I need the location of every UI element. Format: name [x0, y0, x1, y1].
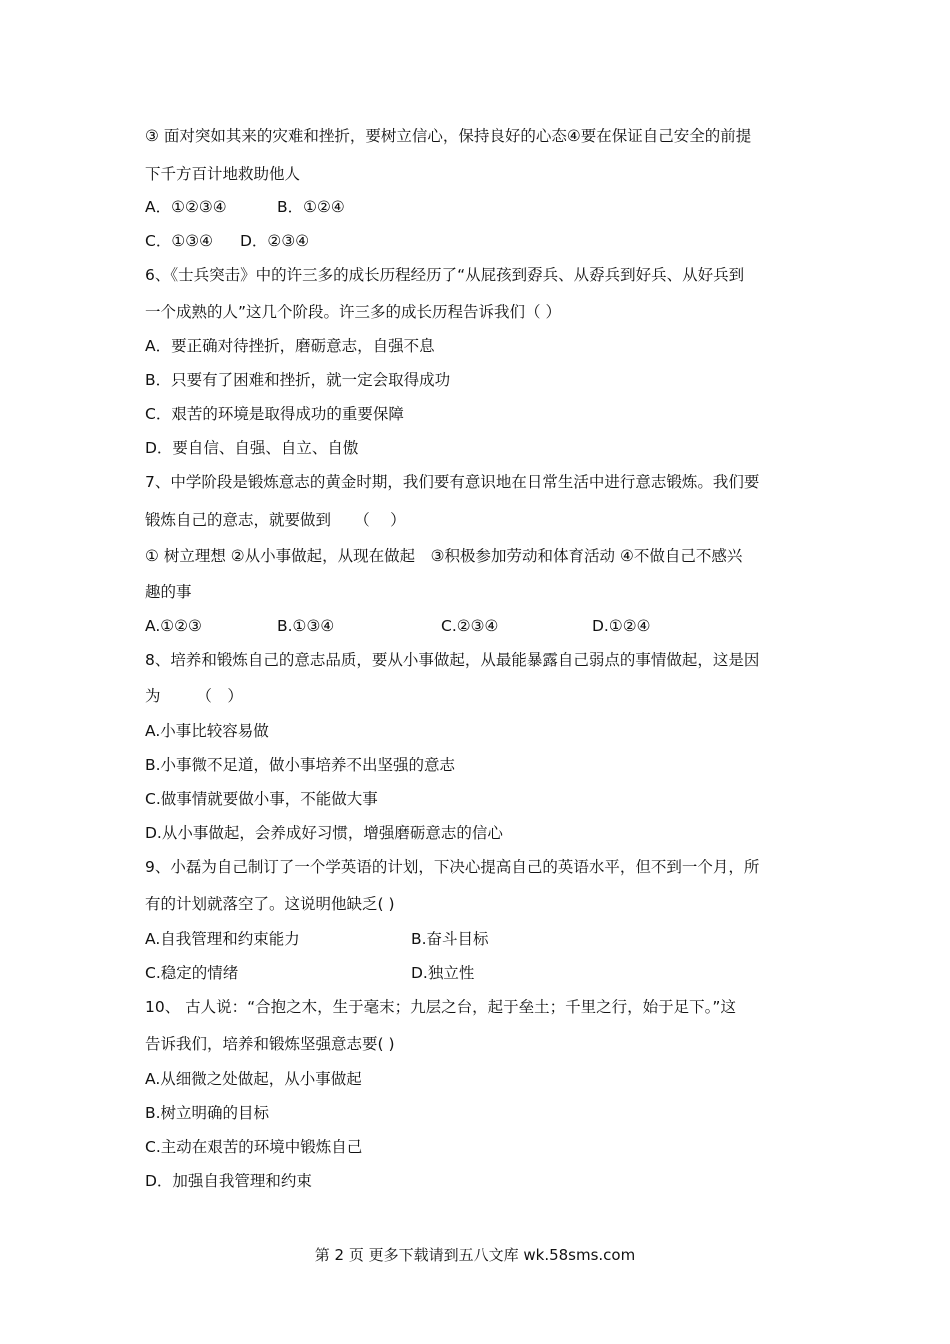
q8-option-c: C.做事情就要做小事，不能做大事 [145, 790, 378, 808]
page-footer: 第 2 页 更多下载请到五八文库 wk.58sms.com [314, 1246, 636, 1264]
q9-stem-line-2: 有的计划就落空了。这说明他缺乏( ) [145, 895, 395, 913]
q8-stem-line-2: 为 （ ） [145, 687, 243, 705]
q8-stem-line-1: 8、培养和锻炼自己的意志品质，要从小事做起，从最能暴露自己弱点的事情做起，这是因 [145, 651, 760, 669]
q9-stem-line-1: 9、小磊为自己制订了一个学英语的计划，下决心提高自己的英语水平，但不到一个月，所 [145, 858, 760, 876]
q6-option-b: B．只要有了困难和挫折，就一定会取得成功 [145, 371, 451, 389]
q9-option-d: D.独立性 [411, 964, 475, 982]
q10-stem-line-1: 10、 古人说：“合抱之木，生于毫末；九层之台，起于垒土；千里之行，始于足下。”这 [145, 998, 736, 1016]
q5-option-b: B．①②④ [277, 198, 345, 216]
q6-stem-line-2: 一个成熟的人”这几个阶段。许三多的成长历程告诉我们（ ） [145, 303, 561, 321]
q5-continuation-line-2: 下千方百计地救助他人 [145, 165, 301, 183]
q6-option-c: C．艰苦的环境是取得成功的重要保障 [145, 405, 404, 423]
q5-option-d: D．②③④ [240, 232, 310, 250]
q7-option-a: A.①②③ [145, 617, 202, 635]
q10-option-d: D．加强自我管理和约束 [145, 1172, 312, 1190]
q7-option-c: C.②③④ [441, 617, 499, 635]
q9-option-a: A.自我管理和约束能力 [145, 930, 300, 948]
q8-option-d: D.从小事做起，会养成好习惯，增强磨砺意志的信心 [145, 824, 503, 842]
q7-items-line-1: ① 树立理想 ②从小事做起，从现在做起 ③积极参加劳动和体育活动 ④不做自己不感兴 [145, 547, 743, 565]
q8-option-b: B.小事微不足道，做小事培养不出坚强的意志 [145, 756, 456, 774]
q8-option-a: A.小事比较容易做 [145, 722, 269, 740]
q5-option-c: C．①③④ [145, 232, 214, 250]
q7-stem-line-2: 锻炼自己的意志，就要做到 （ ） [145, 511, 406, 529]
q9-option-c: C.稳定的情绪 [145, 964, 239, 982]
q10-option-a: A.从细微之处做起，从小事做起 [145, 1070, 362, 1088]
q5-option-a: A．①②③④ [145, 198, 227, 216]
q10-stem-line-2: 告诉我们，培养和锻炼坚强意志要( ) [145, 1035, 395, 1053]
q9-option-b: B.奋斗目标 [411, 930, 489, 948]
q10-option-b: B.树立明确的目标 [145, 1104, 270, 1122]
q6-stem-line-1: 6、《士兵突击》中的许三多的成长历程经历了“从屁孩到孬兵、从孬兵到好兵、从好兵到 [145, 266, 745, 284]
q7-stem-line-1: 7、中学阶段是锻炼意志的黄金时期，我们要有意识地在日常生活中进行意志锻炼。我们要 [145, 473, 760, 491]
q10-option-c: C.主动在艰苦的环境中锻炼自己 [145, 1138, 363, 1156]
q7-option-b: B.①③④ [277, 617, 335, 635]
q5-continuation-line-1: ③ 面对突如其来的灾难和挫折，要树立信心，保持良好的心态④要在保证自己安全的前提 [145, 127, 752, 145]
q7-option-d: D.①②④ [592, 617, 651, 635]
q6-option-a: A．要正确对待挫折，磨砺意志，自强不息 [145, 337, 435, 355]
q6-option-d: D．要自信、自强、自立、自傲 [145, 439, 359, 457]
q7-items-line-2: 趣的事 [145, 583, 192, 601]
